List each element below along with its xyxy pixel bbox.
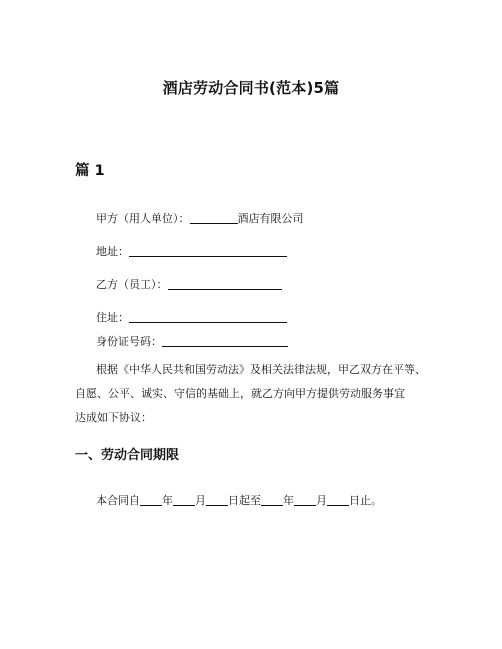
id-blank	[162, 334, 288, 347]
residence-line	[96, 309, 287, 325]
term-text: 日起至	[228, 494, 261, 507]
address-label: 地址：	[96, 245, 129, 258]
term-blank	[173, 493, 195, 506]
term-blank	[206, 493, 228, 506]
id-label: 身份证号码：	[96, 335, 162, 348]
document-title: 酒店劳动合同书(范本)5篇	[162, 79, 340, 97]
party-b-blank	[168, 277, 282, 290]
party-b-line	[96, 276, 282, 292]
residence-label: 住址：	[96, 311, 129, 324]
party-a-blank	[190, 211, 238, 224]
term-text: 月	[316, 494, 327, 507]
term-line	[96, 492, 382, 508]
term-text: 日止。	[349, 494, 382, 507]
intro-paragraph	[75, 358, 440, 430]
term-blank	[261, 493, 283, 506]
term-text: 年	[283, 494, 294, 507]
party-a-label: 甲方（用人单位）：	[96, 212, 190, 225]
id-number-line	[96, 333, 288, 349]
address-line	[96, 243, 287, 259]
party-b-label: 乙方（员工）：	[96, 278, 168, 291]
term-heading: 一、劳动合同期限	[75, 448, 180, 463]
term-text: 月	[195, 494, 206, 507]
intro-line: 根据《中华人民共和国劳动法》及相关法律法规，甲乙双方在平等、	[96, 363, 426, 376]
term-text: 本合同自	[96, 494, 140, 507]
term-text: 年	[162, 494, 173, 507]
term-blank	[294, 493, 316, 506]
address-blank	[129, 244, 287, 257]
term-blank	[327, 493, 349, 506]
section-heading: 篇 1	[75, 163, 105, 179]
intro-line: 自愿、公平、诚实、守信的基础上，就乙方向甲方提供劳动服务事宜	[75, 387, 405, 400]
party-a-line	[96, 210, 304, 226]
intro-line: 达成如下协议：	[75, 411, 152, 424]
term-blank	[140, 493, 162, 506]
party-a-suffix: 酒店有限公司	[237, 212, 304, 225]
residence-blank	[129, 310, 287, 323]
